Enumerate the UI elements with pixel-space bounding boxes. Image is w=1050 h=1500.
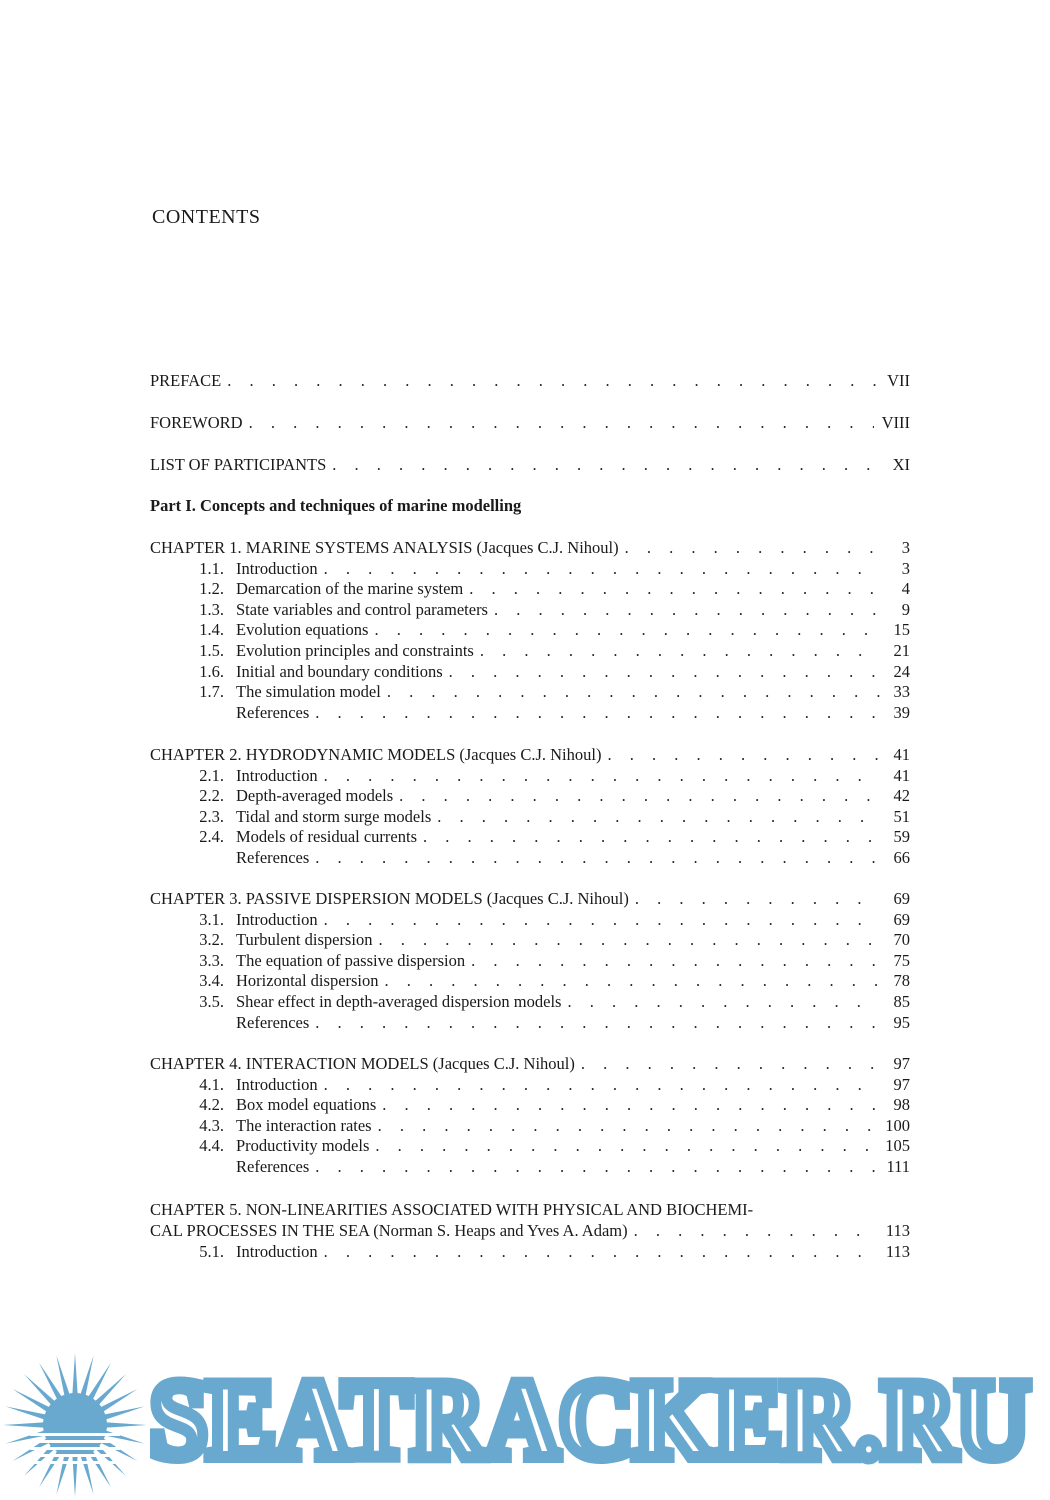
leader-dots: [437, 807, 880, 827]
toc-entry-label: Box model equations: [236, 1095, 377, 1115]
leader-dots: [382, 1095, 880, 1115]
toc-entry-chapter[interactable]: [150, 1054, 910, 1074]
section-number: 2.4.: [199, 827, 224, 847]
leader-dots: [315, 1013, 880, 1033]
leader-dots: [324, 559, 880, 579]
toc-page-number: 42: [893, 786, 910, 806]
toc-entry-label: State variables and control parameters: [236, 599, 488, 619]
toc-entry-section[interactable]: [150, 786, 910, 806]
leader-dots: [567, 992, 880, 1012]
watermark-logo: [0, 1345, 1050, 1500]
toc-page-number: 70: [893, 930, 910, 950]
toc-entry-label: CHAPTER 4. INTERACTION MODELS (Jacques C.J. Nihoul): [150, 1054, 575, 1073]
toc-entry-label: Depth-averaged models: [236, 786, 394, 806]
section-number: 2.2.: [199, 786, 224, 806]
section-number: 1.3.: [199, 599, 224, 619]
toc-entry-section[interactable]: [150, 559, 910, 579]
toc-entry-label: CHAPTER 3. PASSIVE DISPERSION MODELS (Jacques C.J. Nihoul): [150, 889, 629, 908]
leader-dots: [581, 1054, 880, 1074]
toc-entry-participants[interactable]: [150, 455, 910, 475]
toc-entry-label: CHAPTER 1. MARINE SYSTEMS ANALYSIS (Jacques C.J. Nihoul): [150, 538, 619, 557]
leader-dots: [635, 889, 880, 909]
toc-page-number: 111: [886, 1157, 910, 1176]
toc-entry-section[interactable]: [150, 910, 910, 930]
leader-dots: [385, 971, 880, 991]
toc-page-number: 41: [893, 745, 910, 764]
leader-dots: [494, 600, 880, 620]
toc-page-number: XI: [892, 455, 910, 474]
toc-entry-label: The interaction rates: [236, 1115, 372, 1135]
section-number: 1.7.: [199, 682, 224, 702]
toc-page-number: 69: [893, 889, 910, 908]
toc-entry-section[interactable]: [150, 620, 910, 640]
toc-page-number: 98: [893, 1095, 910, 1115]
toc-entry-label: The equation of passive dispersion: [236, 950, 466, 970]
leader-dots: [375, 1136, 877, 1156]
toc-entry-section[interactable]: [150, 682, 910, 702]
toc-entry-chapter[interactable]: [150, 745, 910, 765]
chapter-5-line-1[interactable]: CHAPTER 5. NON-LINEARITIES ASSOCIATED WITH PHYSICAL AND BIOCHEMI-: [150, 1200, 754, 1219]
toc-page-number: VII: [887, 371, 910, 390]
toc-entry-section[interactable]: [150, 641, 910, 661]
toc-entry-chapter[interactable]: [150, 889, 910, 909]
leader-dots: [378, 930, 880, 950]
toc-page-number: 59: [893, 827, 910, 847]
toc-page-number: 113: [885, 1242, 910, 1261]
toc-page-number: 105: [885, 1136, 910, 1156]
toc-entry-label: Tidal and storm surge models: [236, 806, 432, 826]
toc-entry-chapter-5[interactable]: [150, 1221, 910, 1241]
section-number: 5.1.: [199, 1242, 224, 1261]
toc-entry-label: Shear effect in depth-averaged dispersion models: [236, 992, 562, 1011]
leader-dots: [634, 1221, 878, 1241]
leader-dots: [469, 579, 880, 599]
toc-page-number: 33: [893, 682, 910, 702]
toc-page-number: 97: [893, 1054, 910, 1073]
toc-page-number: 41: [893, 765, 910, 785]
section-number: 2.1.: [199, 765, 224, 785]
toc-page-number: 4: [901, 579, 910, 599]
toc-page-number: 3: [901, 538, 910, 557]
section-number: 4.4.: [199, 1136, 224, 1156]
toc-entry-section[interactable]: [150, 930, 910, 950]
section-number: 3.2.: [199, 930, 224, 950]
leader-dots: [378, 1116, 878, 1136]
toc-entry-section[interactable]: [150, 1116, 910, 1136]
sun-icon: [3, 1353, 147, 1497]
toc-entry-label: Introduction: [236, 1242, 318, 1261]
leader-dots: [471, 951, 880, 971]
toc-entry-label: CAL PROCESSES IN THE SEA (Norman S. Heaps and Yves A. Adam): [150, 1221, 628, 1240]
toc-entry-label: References: [236, 702, 310, 722]
toc-page-number: 51: [893, 806, 910, 826]
toc-entry-label: PREFACE: [150, 371, 222, 390]
toc-entry-label: References: [236, 1157, 310, 1176]
toc-page-number: 24: [893, 661, 910, 681]
toc-entry-section[interactable]: [150, 1075, 910, 1095]
toc-page-number: 9: [901, 599, 910, 619]
toc-entry-section[interactable]: [150, 992, 910, 1012]
toc-entry-label: References: [236, 848, 310, 867]
toc-page-number: 39: [893, 702, 910, 722]
page-title: CONTENTS: [152, 206, 261, 228]
leader-dots: [607, 745, 880, 765]
toc-page-number: 100: [885, 1115, 910, 1135]
toc-page-number: 95: [893, 1012, 910, 1032]
toc-entry-section[interactable]: [150, 848, 910, 868]
toc-page-number: 3: [901, 558, 910, 578]
toc-page-number: VIII: [881, 413, 910, 432]
toc-entry-section[interactable]: [150, 827, 910, 847]
section-number: 1.2.: [199, 579, 224, 599]
leader-dots: [399, 786, 880, 806]
toc-entry-section[interactable]: [150, 703, 910, 723]
leader-dots: [480, 641, 880, 661]
toc-entry-label: LIST OF PARTICIPANTS: [150, 455, 327, 474]
toc-entry-label: Turbulent dispersion: [236, 930, 373, 950]
leader-dots: [423, 827, 880, 847]
toc-entry-label: Evolution principles and constraints: [236, 641, 474, 660]
toc-page-number: 113: [885, 1221, 910, 1240]
toc-page-number: 69: [893, 909, 910, 929]
toc-entry-label: CHAPTER 2. HYDRODYNAMIC MODELS (Jacques C.J. Nihoul): [150, 745, 602, 764]
toc-entry-section[interactable]: [150, 1013, 910, 1033]
section-number: 4.2.: [199, 1095, 224, 1115]
toc-entry-section[interactable]: [150, 807, 910, 827]
leader-dots: [324, 1075, 880, 1095]
leader-dots: [315, 848, 880, 868]
leader-dots: [324, 1242, 878, 1262]
section-number: 1.6.: [199, 661, 224, 681]
toc-entry-5-1[interactable]: [150, 1242, 910, 1262]
watermark-text: SEATRACKER.RU: [150, 1358, 1030, 1482]
toc-entry-label: Introduction: [236, 558, 318, 578]
toc-entry-label: FOREWORD: [150, 413, 243, 432]
toc-entry-section[interactable]: [150, 662, 910, 682]
section-number: 1.4.: [199, 620, 224, 640]
toc-entry-section[interactable]: [150, 766, 910, 786]
toc-page-number: 97: [893, 1074, 910, 1094]
toc-entry-section[interactable]: [150, 1136, 910, 1156]
leader-dots: [227, 371, 879, 391]
toc-entry-label: Introduction: [236, 909, 318, 929]
toc-page-number: 78: [893, 971, 910, 991]
toc-entry-foreword[interactable]: [150, 413, 910, 433]
toc-page-number: 75: [893, 950, 910, 970]
toc-page-number: 85: [893, 992, 910, 1011]
toc-entry-label: Introduction: [236, 765, 318, 785]
section-number: 3.1.: [199, 909, 224, 929]
toc-entry-section[interactable]: [150, 600, 910, 620]
toc-entry-section[interactable]: [150, 1157, 910, 1177]
toc-entry-label: Productivity models: [236, 1136, 370, 1156]
toc-entry-label: Horizontal dispersion: [236, 971, 379, 991]
leader-dots: [374, 620, 880, 640]
toc-entry-label: Introduction: [236, 1074, 318, 1094]
leader-dots: [324, 910, 880, 930]
leader-dots: [449, 662, 880, 682]
leader-dots: [625, 538, 880, 558]
leader-dots: [249, 413, 874, 433]
leader-dots: [387, 682, 880, 702]
leader-dots: [324, 766, 880, 786]
leader-dots: [315, 703, 880, 723]
section-number: 3.4.: [199, 971, 224, 991]
toc-entry-section[interactable]: [150, 1095, 910, 1115]
leader-dots: [332, 455, 880, 475]
leader-dots: [315, 1157, 878, 1177]
toc-page-number: 15: [893, 620, 910, 640]
section-number: 4.3.: [199, 1115, 224, 1135]
toc-entry-label: Models of residual currents: [236, 827, 417, 847]
toc-entry-label: The simulation model: [236, 682, 381, 702]
part-heading: Part I. Concepts and techniques of marine modelling: [150, 496, 522, 515]
section-number: 3.5.: [199, 992, 224, 1011]
section-number: 1.1.: [199, 558, 224, 578]
toc-page-number: 66: [893, 848, 910, 867]
section-number: 2.3.: [199, 806, 224, 826]
toc-entry-preface[interactable]: [150, 371, 910, 391]
section-number: 1.5.: [199, 641, 224, 660]
toc-entry-label: Initial and boundary conditions: [236, 661, 443, 681]
toc-page-number: 21: [893, 641, 910, 660]
toc-entry-label: Evolution equations: [236, 620, 369, 640]
toc-entry-chapter[interactable]: [150, 538, 910, 558]
toc-entry-section[interactable]: [150, 951, 910, 971]
section-number: 4.1.: [199, 1074, 224, 1094]
toc-entry-section[interactable]: [150, 971, 910, 991]
section-number: 3.3.: [199, 950, 224, 970]
toc-entry-label: Demarcation of the marine system: [236, 579, 464, 599]
toc-entry-section[interactable]: [150, 579, 910, 599]
toc-entry-label: References: [236, 1012, 310, 1032]
